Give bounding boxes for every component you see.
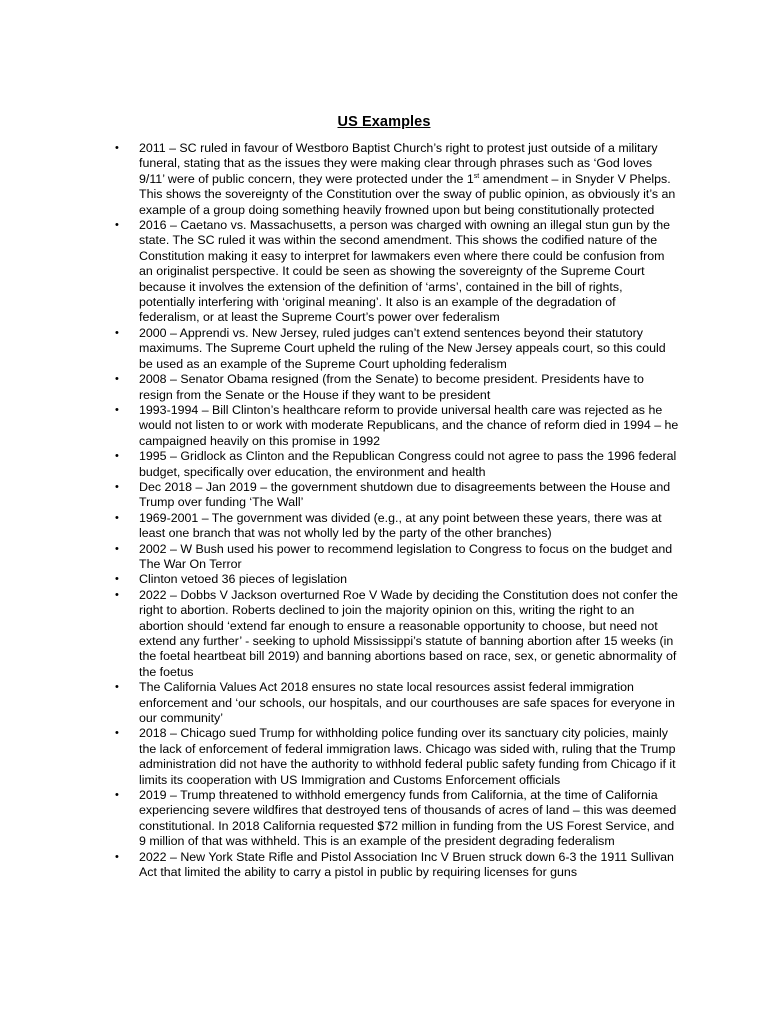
list-item bbox=[115, 141, 679, 218]
list-item bbox=[115, 510, 679, 542]
list-item-text: 2019 – Trump threatened to withhold emergency funds from California, at the time of California experiencing severe wildfires that destroyed tens of thousands of acres of land – this was deemed constitutional. In 2018 California requested $72 million in funding from the US Forest Service, and 9 million of that was withheld. This is an example of the president degrading federalism bbox=[139, 788, 677, 849]
list-item-superscript: st bbox=[473, 172, 480, 180]
bullet-icon: • bbox=[115, 219, 119, 232]
list-item bbox=[115, 680, 679, 726]
bullet-icon: • bbox=[115, 681, 119, 694]
list-item-text-continued: amendment – in Snyder V Phelps. This shows the sovereignty of the Constitution over the sway of public opinion, as obviously it’s an example of a group doing something heavily frowned upon but being constitutionally protected bbox=[139, 171, 676, 217]
list-item-text: 2002 – W Bush used his power to recommend legislation to Congress to focus on the budget and The War On Terror bbox=[139, 541, 673, 571]
bullet-icon: • bbox=[115, 850, 119, 863]
list-item bbox=[115, 479, 679, 511]
bullet-icon: • bbox=[115, 450, 119, 463]
list-item bbox=[115, 726, 679, 788]
list-item-text: 2022 – New York State Rifle and Pistol Association Inc V Bruen struck down 6-3 the 1911 Sullivan Act that limited the ability to carry a pistol in public by requiring licenses for guns bbox=[139, 849, 674, 880]
list-item-text: 1995 – Gridlock as Clinton and the Republican Congress could not agree to pass the 1996 federal budget, specifically over education, the environment and health bbox=[139, 449, 677, 479]
list-item bbox=[115, 788, 679, 850]
list-item-text: 2011 – SC ruled in favour of Westboro Baptist Church’s right to protest just outside of a military funeral, stating that as the issues they were making clear through phrases such as ‘God loves 9/11’ were of public concern, they were protected under the 1 bbox=[139, 141, 658, 186]
list-item bbox=[115, 402, 679, 449]
bullet-icon: • bbox=[115, 542, 119, 555]
bullet-icon: • bbox=[115, 511, 119, 524]
bullet-icon: • bbox=[115, 789, 119, 802]
list-item bbox=[115, 587, 679, 680]
bullet-icon: • bbox=[115, 326, 119, 339]
bullet-icon: • bbox=[115, 573, 119, 586]
list-item-text: 2018 – Chicago sued Trump for withholding police funding over its sanctuary city policies, mainly the lack of enforcement of federal immigration laws. Chicago was sided with, ruling that the Trump administration did not have the authority to withhold federal public safety funding from Chicago if it limits its cooperation with US Immigration and Customs Enforcement officials bbox=[139, 726, 676, 787]
list-item bbox=[115, 849, 679, 881]
bullet-icon: • bbox=[115, 480, 119, 493]
list-item bbox=[115, 218, 679, 326]
list-item-text: 2022 – Dobbs V Jackson overturned Roe V Wade by deciding the Constitution does not confer the right to abortion. Roberts declined to join the majority opinion on this, writing the right to an abortion should ‘extend far enough to ensure a reasonable opportunity to choose, but need not extend any further’ - seeking to uphold Mississippi’s statute of banning abortion after 15 weeks (in the foetal heartbeat bill 2019) and banning abortions based on race, sex, or genetic abnormality of the foetus bbox=[139, 587, 678, 679]
list-item-text: 1993-1994 – Bill Clinton’s healthcare reform to provide universal health care was rejected as he would not listen to or work with moderate Republicans, and the chance of reform died in 1994 – he campaigned heavily on this promise in 1992 bbox=[139, 402, 679, 448]
list-item-text: Dec 2018 – Jan 2019 – the government shutdown due to disagreements between the House and Trump over funding ‘The Wall’ bbox=[139, 479, 671, 510]
examples-list bbox=[115, 141, 679, 881]
list-item bbox=[115, 325, 679, 372]
list-item-text: 2008 – Senator Obama resigned (from the Senate) to become president. Presidents have to resign from the Senate or the House if they want to be president bbox=[139, 372, 644, 402]
bullet-icon: • bbox=[115, 373, 119, 386]
list-item bbox=[115, 449, 679, 480]
list-item bbox=[115, 572, 679, 587]
list-item-text: The California Values Act 2018 ensures no state local resources assist federal immigration enforcement and ‘our schools, our hospitals, and our courthouses are safe spaces for everyone in our community’ bbox=[139, 680, 675, 726]
bullet-icon: • bbox=[115, 588, 119, 601]
list-item-text: Clinton vetoed 36 pieces of legislation bbox=[139, 572, 348, 587]
page-title: US Examples bbox=[337, 114, 431, 130]
bullet-icon: • bbox=[115, 142, 119, 154]
bullet-icon: • bbox=[115, 727, 119, 740]
list-item-text: 2016 – Caetano vs. Massachusetts, a person was charged with owning an illegal stun gun by the state. The SC ruled it was within the second amendment. This shows the codified nature of the Constitution making it easy to interpret for lawmakers even where there could be confusion from an originalist perspective. It could be seen as showing the sovereignty of the Supreme Court because it involves the extension of the definition of ‘arms’, contained in the bill of rights, potentially interfering with ‘original meaning’. It also is an example of the degradation of federalism, or at least the Supreme Court’s power over federalism bbox=[139, 218, 671, 325]
list-item-text: 2000 – Apprendi vs. New Jersey, ruled judges can’t extend sentences beyond their statutory maximums. The Supreme Court upheld the ruling of the New Jersey appeals court, so this could be used as an example of the Supreme Court upholding federalism bbox=[139, 325, 666, 371]
list-item bbox=[115, 541, 679, 573]
list-item-text: 1969-2001 – The government was divided (e.g., at any point between these years, there was at least one branch that was not wholly led by the party of the other branches) bbox=[139, 510, 662, 541]
list-item bbox=[115, 372, 679, 403]
bullet-icon: • bbox=[115, 403, 119, 416]
